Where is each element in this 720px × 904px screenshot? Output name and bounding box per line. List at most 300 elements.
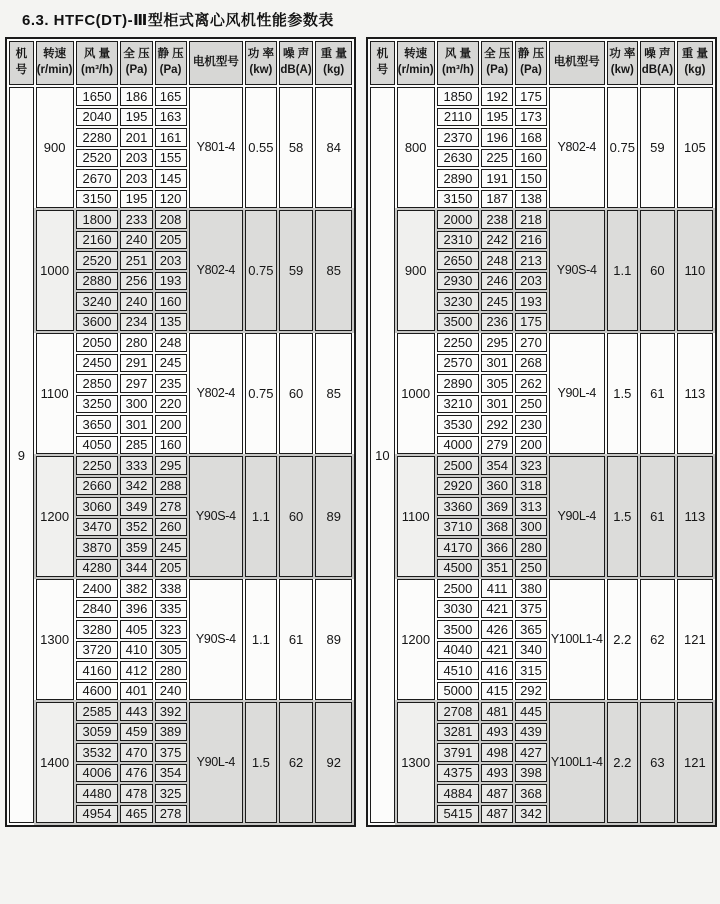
- column-header-0: [9, 41, 34, 85]
- speed-cell: 1000: [397, 333, 435, 454]
- static-pressure-cell: 200: [155, 415, 187, 434]
- static-pressure-cell: 280: [155, 661, 187, 680]
- total-pressure-cell: 195: [481, 108, 513, 127]
- static-pressure-cell: 213: [515, 251, 547, 270]
- airflow-cell: 4170: [437, 538, 480, 557]
- airflow-cell: 2160: [76, 231, 119, 250]
- total-pressure-cell: 191: [481, 169, 513, 188]
- airflow-cell: 2660: [76, 477, 119, 496]
- total-pressure-cell: 493: [481, 764, 513, 783]
- airflow-cell: 3281: [437, 723, 480, 742]
- speed-cell: 1100: [36, 333, 74, 454]
- airflow-cell: 4040: [437, 641, 480, 660]
- static-pressure-cell: 380: [515, 579, 547, 598]
- noise-cell: 60: [640, 210, 675, 331]
- static-pressure-cell: 230: [515, 415, 547, 434]
- static-pressure-cell: 292: [515, 682, 547, 701]
- table-row: [370, 87, 713, 106]
- static-pressure-cell: 240: [155, 682, 187, 701]
- airflow-cell: 2280: [76, 128, 119, 147]
- static-pressure-cell: 375: [515, 600, 547, 619]
- total-pressure-cell: 195: [120, 108, 152, 127]
- airflow-cell: 3532: [76, 743, 119, 762]
- total-pressure-cell: 410: [120, 641, 152, 660]
- total-pressure-cell: 240: [120, 231, 152, 250]
- column-header-unit: (kw): [610, 64, 634, 76]
- power-cell: 0.75: [245, 333, 277, 454]
- total-pressure-cell: 487: [481, 784, 513, 803]
- static-pressure-cell: 208: [155, 210, 187, 229]
- airflow-cell: 3030: [437, 600, 480, 619]
- static-pressure-cell: 305: [155, 641, 187, 660]
- power-cell: 2.2: [607, 702, 638, 823]
- total-pressure-cell: 487: [481, 805, 513, 824]
- speed-cell: 800: [397, 87, 435, 208]
- static-pressure-cell: 340: [515, 641, 547, 660]
- motor-model-cell: Y100L1-4: [549, 579, 605, 700]
- table-row: [370, 702, 713, 721]
- airflow-cell: 2708: [437, 702, 480, 721]
- static-pressure-cell: 260: [155, 518, 187, 537]
- speed-cell: 900: [397, 210, 435, 331]
- static-pressure-cell: 368: [515, 784, 547, 803]
- column-header-3: [120, 41, 152, 85]
- total-pressure-cell: 301: [481, 354, 513, 373]
- static-pressure-cell: 392: [155, 702, 187, 721]
- airflow-cell: 1650: [76, 87, 119, 106]
- static-pressure-cell: 205: [155, 559, 187, 578]
- airflow-cell: 2920: [437, 477, 480, 496]
- static-pressure-cell: 138: [515, 190, 547, 209]
- total-pressure-cell: 412: [120, 661, 152, 680]
- table-row: [370, 456, 713, 475]
- noise-cell: 62: [279, 702, 314, 823]
- airflow-cell: 4000: [437, 436, 480, 455]
- power-cell: 0.75: [607, 87, 638, 208]
- static-pressure-cell: 248: [155, 333, 187, 352]
- machine-no-cell: 10: [370, 87, 395, 823]
- airflow-cell: 2850: [76, 374, 119, 393]
- total-pressure-cell: 225: [481, 149, 513, 168]
- column-header-8: [315, 41, 352, 85]
- speed-cell: 1300: [36, 579, 74, 700]
- static-pressure-cell: 323: [155, 620, 187, 639]
- airflow-cell: 3500: [437, 620, 480, 639]
- noise-cell: 59: [640, 87, 675, 208]
- airflow-cell: 5000: [437, 682, 480, 701]
- airflow-cell: 2890: [437, 374, 480, 393]
- column-header-label: 静 压: [157, 48, 184, 61]
- column-header-6: [607, 41, 638, 85]
- column-header-1: [36, 41, 74, 85]
- column-header-unit: dB(A): [280, 64, 312, 76]
- column-header-label: 重 量: [320, 48, 347, 61]
- tables-row: [0, 37, 720, 827]
- column-header-label: 电机型号: [553, 56, 600, 69]
- airflow-cell: 2400: [76, 579, 119, 598]
- motor-model-cell: Y100L1-4: [549, 702, 605, 823]
- airflow-cell: 4510: [437, 661, 480, 680]
- table-row: [9, 210, 352, 229]
- total-pressure-cell: 360: [481, 477, 513, 496]
- column-header-label: 噪 声: [282, 48, 310, 61]
- noise-cell: 63: [640, 702, 675, 823]
- static-pressure-cell: 193: [515, 292, 547, 311]
- noise-cell: 59: [279, 210, 314, 331]
- airflow-cell: 3230: [437, 292, 480, 311]
- fan-table-machine-10: [366, 37, 717, 827]
- weight-cell: 121: [677, 579, 713, 700]
- noise-cell: 60: [279, 456, 314, 577]
- column-header-label: 机号: [15, 48, 28, 76]
- speed-cell: 1000: [36, 210, 74, 331]
- airflow-cell: 2310: [437, 231, 480, 250]
- weight-cell: 89: [315, 456, 352, 577]
- motor-model-cell: Y802-4: [549, 87, 605, 208]
- airflow-cell: 3210: [437, 395, 480, 414]
- column-header-label: 重 量: [681, 48, 708, 61]
- static-pressure-cell: 398: [515, 764, 547, 783]
- power-cell: 0.75: [245, 210, 277, 331]
- total-pressure-cell: 236: [481, 313, 513, 332]
- airflow-cell: 3150: [76, 190, 119, 209]
- airflow-cell: 2250: [76, 456, 119, 475]
- motor-model-cell: Y90S-4: [549, 210, 605, 331]
- static-pressure-cell: 135: [155, 313, 187, 332]
- column-header-unit: (kw): [249, 64, 273, 76]
- airflow-cell: 2670: [76, 169, 119, 188]
- column-header-1: [397, 41, 435, 85]
- total-pressure-cell: 238: [481, 210, 513, 229]
- power-cell: 0.55: [245, 87, 277, 208]
- noise-cell: 62: [640, 579, 675, 700]
- static-pressure-cell: 427: [515, 743, 547, 762]
- static-pressure-cell: 193: [155, 272, 187, 291]
- airflow-cell: 2630: [437, 149, 480, 168]
- total-pressure-cell: 203: [120, 149, 152, 168]
- static-pressure-cell: 203: [515, 272, 547, 291]
- total-pressure-cell: 256: [120, 272, 152, 291]
- total-pressure-cell: 279: [481, 436, 513, 455]
- weight-cell: 92: [315, 702, 352, 823]
- speed-cell: 1300: [397, 702, 435, 823]
- static-pressure-cell: 295: [155, 456, 187, 475]
- static-pressure-cell: 160: [515, 149, 547, 168]
- airflow-cell: 2050: [76, 333, 119, 352]
- weight-cell: 85: [315, 333, 352, 454]
- weight-cell: 85: [315, 210, 352, 331]
- total-pressure-cell: 192: [481, 87, 513, 106]
- motor-model-cell: Y90L-4: [549, 333, 605, 454]
- total-pressure-cell: 401: [120, 682, 152, 701]
- motor-model-cell: Y90S-4: [189, 456, 244, 577]
- airflow-cell: 4006: [76, 764, 119, 783]
- column-header-7: [279, 41, 314, 85]
- total-pressure-cell: 368: [481, 518, 513, 537]
- column-header-2: [76, 41, 119, 85]
- total-pressure-cell: 481: [481, 702, 513, 721]
- motor-model-cell: Y90S-4: [189, 579, 244, 700]
- noise-cell: 60: [279, 333, 314, 454]
- motor-model-cell: Y801-4: [189, 87, 244, 208]
- static-pressure-cell: 389: [155, 723, 187, 742]
- speed-cell: 1200: [397, 579, 435, 700]
- static-pressure-cell: 342: [515, 805, 547, 824]
- airflow-cell: 4160: [76, 661, 119, 680]
- speed-cell: 1100: [397, 456, 435, 577]
- column-header-label: 功 率: [609, 48, 636, 61]
- header-row: [370, 41, 713, 85]
- table-row: [9, 579, 352, 598]
- total-pressure-cell: 251: [120, 251, 152, 270]
- airflow-cell: 3870: [76, 538, 119, 557]
- static-pressure-cell: 338: [155, 579, 187, 598]
- airflow-cell: 2930: [437, 272, 480, 291]
- static-pressure-cell: 245: [155, 354, 187, 373]
- airflow-cell: 3500: [437, 313, 480, 332]
- airflow-cell: 2250: [437, 333, 480, 352]
- column-header-unit: (m³/h): [81, 64, 113, 76]
- total-pressure-cell: 470: [120, 743, 152, 762]
- total-pressure-cell: 351: [481, 559, 513, 578]
- airflow-cell: 3600: [76, 313, 119, 332]
- static-pressure-cell: 278: [155, 805, 187, 824]
- weight-cell: 89: [315, 579, 352, 700]
- static-pressure-cell: 218: [515, 210, 547, 229]
- column-header-unit: (Pa): [159, 64, 182, 76]
- column-header-unit: (kg): [684, 64, 706, 76]
- speed-cell: 900: [36, 87, 74, 208]
- column-header-5: [189, 41, 244, 85]
- machine-no-cell: 9: [9, 87, 34, 823]
- column-header-3: [481, 41, 513, 85]
- column-header-label: 全 压: [484, 48, 511, 61]
- airflow-cell: 2650: [437, 251, 480, 270]
- static-pressure-cell: 280: [515, 538, 547, 557]
- airflow-cell: 2890: [437, 169, 480, 188]
- airflow-cell: 3360: [437, 497, 480, 516]
- total-pressure-cell: 301: [120, 415, 152, 434]
- table-row: [9, 456, 352, 475]
- power-cell: 1.5: [607, 456, 638, 577]
- column-header-label: 全 压: [123, 48, 150, 61]
- column-header-label: 静 压: [517, 48, 545, 61]
- airflow-cell: 4500: [437, 559, 480, 578]
- airflow-cell: 4375: [437, 764, 480, 783]
- noise-cell: 61: [279, 579, 314, 700]
- airflow-cell: 2450: [76, 354, 119, 373]
- table-row: [9, 333, 352, 352]
- total-pressure-cell: 297: [120, 374, 152, 393]
- column-header-label: 噪 声: [644, 48, 671, 61]
- airflow-cell: 4480: [76, 784, 119, 803]
- static-pressure-cell: 335: [155, 600, 187, 619]
- total-pressure-cell: 476: [120, 764, 152, 783]
- column-header-6: [245, 41, 277, 85]
- static-pressure-cell: 235: [155, 374, 187, 393]
- static-pressure-cell: 173: [515, 108, 547, 127]
- airflow-cell: 3060: [76, 497, 119, 516]
- total-pressure-cell: 421: [481, 641, 513, 660]
- total-pressure-cell: 396: [120, 600, 152, 619]
- column-header-label: 转速: [43, 48, 67, 61]
- column-header-label: 风 量: [444, 48, 472, 61]
- airflow-cell: 1800: [76, 210, 119, 229]
- column-header-label: 风 量: [83, 48, 111, 61]
- total-pressure-cell: 382: [120, 579, 152, 598]
- static-pressure-cell: 220: [155, 395, 187, 414]
- airflow-cell: 2880: [76, 272, 119, 291]
- total-pressure-cell: 248: [481, 251, 513, 270]
- total-pressure-cell: 305: [481, 374, 513, 393]
- airflow-cell: 2520: [76, 251, 119, 270]
- total-pressure-cell: 493: [481, 723, 513, 742]
- static-pressure-cell: 313: [515, 497, 547, 516]
- total-pressure-cell: 240: [120, 292, 152, 311]
- total-pressure-cell: 285: [120, 436, 152, 455]
- airflow-cell: 2520: [76, 149, 119, 168]
- column-header-unit: (r/min): [36, 64, 73, 76]
- column-header-label: 电机型号: [192, 56, 239, 69]
- total-pressure-cell: 359: [120, 538, 152, 557]
- weight-cell: 121: [677, 702, 713, 823]
- column-header-unit: (r/min): [397, 64, 434, 76]
- static-pressure-cell: 288: [155, 477, 187, 496]
- total-pressure-cell: 366: [481, 538, 513, 557]
- table-row: [370, 210, 713, 229]
- static-pressure-cell: 365: [515, 620, 547, 639]
- total-pressure-cell: 405: [120, 620, 152, 639]
- header-row: [9, 41, 352, 85]
- airflow-cell: 2585: [76, 702, 119, 721]
- static-pressure-cell: 155: [155, 149, 187, 168]
- page-title: 6.3. HTFC(DT)-Ⅲ型柜式离心风机性能参数表: [22, 12, 334, 29]
- airflow-cell: 2370: [437, 128, 480, 147]
- airflow-cell: 2570: [437, 354, 480, 373]
- static-pressure-cell: 160: [155, 292, 187, 311]
- airflow-cell: 4954: [76, 805, 119, 824]
- airflow-cell: 3470: [76, 518, 119, 537]
- motor-model-cell: Y802-4: [189, 210, 244, 331]
- total-pressure-cell: 411: [481, 579, 513, 598]
- total-pressure-cell: 295: [481, 333, 513, 352]
- column-header-unit: (kg): [323, 64, 345, 76]
- total-pressure-cell: 292: [481, 415, 513, 434]
- airflow-cell: 4884: [437, 784, 480, 803]
- static-pressure-cell: 354: [155, 764, 187, 783]
- static-pressure-cell: 163: [155, 108, 187, 127]
- column-header-unit: (m³/h): [441, 64, 474, 76]
- weight-cell: 84: [315, 87, 352, 208]
- total-pressure-cell: 498: [481, 743, 513, 762]
- total-pressure-cell: 301: [481, 395, 513, 414]
- static-pressure-cell: 300: [515, 518, 547, 537]
- total-pressure-cell: 426: [481, 620, 513, 639]
- static-pressure-cell: 245: [155, 538, 187, 557]
- power-cell: 1.5: [245, 702, 277, 823]
- airflow-cell: 3650: [76, 415, 119, 434]
- total-pressure-cell: 421: [481, 600, 513, 619]
- total-pressure-cell: 291: [120, 354, 152, 373]
- column-header-2: [437, 41, 480, 85]
- static-pressure-cell: 120: [155, 190, 187, 209]
- airflow-cell: 3280: [76, 620, 119, 639]
- column-header-5: [549, 41, 605, 85]
- total-pressure-cell: 203: [120, 169, 152, 188]
- total-pressure-cell: 246: [481, 272, 513, 291]
- weight-cell: 110: [677, 210, 713, 331]
- column-header-unit: (Pa): [486, 64, 509, 76]
- power-cell: 1.1: [245, 456, 277, 577]
- weight-cell: 113: [677, 456, 713, 577]
- static-pressure-cell: 278: [155, 497, 187, 516]
- airflow-cell: 2000: [437, 210, 480, 229]
- static-pressure-cell: 323: [515, 456, 547, 475]
- airflow-cell: 3791: [437, 743, 480, 762]
- power-cell: 1.5: [607, 333, 638, 454]
- airflow-cell: 2500: [437, 579, 480, 598]
- airflow-cell: 3710: [437, 518, 480, 537]
- weight-cell: 113: [677, 333, 713, 454]
- static-pressure-cell: 439: [515, 723, 547, 742]
- column-header-label: 功 率: [247, 48, 274, 61]
- fan-table-machine-9: [5, 37, 356, 827]
- airflow-cell: 2040: [76, 108, 119, 127]
- airflow-cell: 2840: [76, 600, 119, 619]
- airflow-cell: 4280: [76, 559, 119, 578]
- total-pressure-cell: 354: [481, 456, 513, 475]
- column-header-4: [515, 41, 547, 85]
- column-header-unit: dB(A): [641, 64, 674, 76]
- table-row: [370, 579, 713, 598]
- static-pressure-cell: 445: [515, 702, 547, 721]
- total-pressure-cell: 333: [120, 456, 152, 475]
- total-pressure-cell: 443: [120, 702, 152, 721]
- static-pressure-cell: 270: [515, 333, 547, 352]
- static-pressure-cell: 375: [155, 743, 187, 762]
- motor-model-cell: Y90L-4: [189, 702, 244, 823]
- static-pressure-cell: 250: [515, 395, 547, 414]
- total-pressure-cell: 478: [120, 784, 152, 803]
- column-header-unit: (Pa): [125, 64, 148, 76]
- noise-cell: 61: [640, 456, 675, 577]
- airflow-cell: 5415: [437, 805, 480, 824]
- airflow-cell: 3250: [76, 395, 119, 414]
- static-pressure-cell: 175: [515, 313, 547, 332]
- static-pressure-cell: 205: [155, 231, 187, 250]
- total-pressure-cell: 201: [120, 128, 152, 147]
- total-pressure-cell: 369: [481, 497, 513, 516]
- airflow-cell: 4600: [76, 682, 119, 701]
- total-pressure-cell: 349: [120, 497, 152, 516]
- column-header-8: [677, 41, 713, 85]
- column-header-label: 转速: [404, 48, 428, 61]
- static-pressure-cell: 250: [515, 559, 547, 578]
- total-pressure-cell: 196: [481, 128, 513, 147]
- column-header-label: 机号: [376, 48, 389, 76]
- speed-cell: 1400: [36, 702, 74, 823]
- total-pressure-cell: 465: [120, 805, 152, 824]
- power-cell: 2.2: [607, 579, 638, 700]
- static-pressure-cell: 216: [515, 231, 547, 250]
- static-pressure-cell: 200: [515, 436, 547, 455]
- column-header-0: [370, 41, 395, 85]
- power-cell: 1.1: [607, 210, 638, 331]
- total-pressure-cell: 416: [481, 661, 513, 680]
- airflow-cell: 3720: [76, 641, 119, 660]
- motor-model-cell: Y90L-4: [549, 456, 605, 577]
- static-pressure-cell: 203: [155, 251, 187, 270]
